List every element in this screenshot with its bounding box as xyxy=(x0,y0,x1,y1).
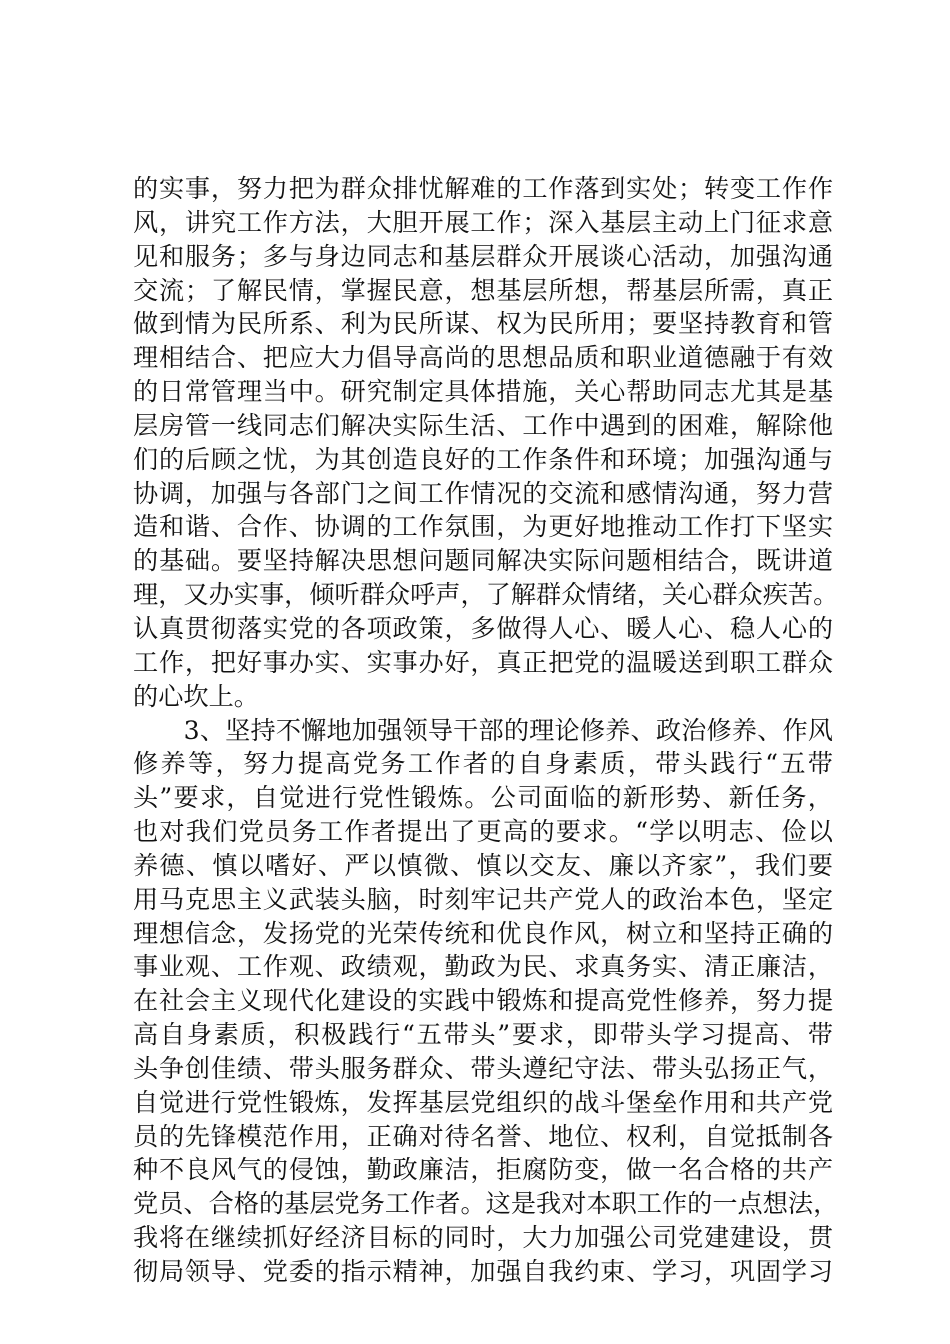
text-line: 层房管一线同志们解决实际生活、工作中遇到的困难，解除他 xyxy=(133,410,833,440)
text-line: 理想信念，发扬党的光荣传统和优良作风，树立和坚持正确的 xyxy=(133,918,833,948)
text-line: 见和服务；多与身边同志和基层群众开展谈心活动，加强沟通 xyxy=(133,241,833,271)
paragraph-2 xyxy=(133,714,839,1289)
text-line: 头”要求，自觉进行党性锻炼。公司面临的新形势、新任务， xyxy=(133,783,833,813)
text-line: 的心坎上。 xyxy=(133,681,259,711)
text-line: 也对我们党员务工作者提出了更高的要求。“学以明志、俭以 xyxy=(133,817,833,847)
text-line: 的实事，努力把为群众排忧解难的工作落到实处；转变工作作 xyxy=(133,174,833,203)
text-line: 自觉进行党性锻炼，发挥基层党组织的战斗堡垒作用和共产党 xyxy=(133,1087,833,1117)
text-line: 事业观、工作观、政绩观，勤政为民、求真务实、清正廉洁， xyxy=(133,952,833,982)
text-line: 认真贯彻落实党的各项政策，多做得人心、暖人心、稳人心的 xyxy=(133,613,833,643)
paragraph-1 xyxy=(133,172,839,714)
text-line: 交流；了解民情，掌握民意，想基层所想，帮基层所需，真正 xyxy=(133,275,833,305)
text-line: 造和谐、合作、协调的工作氛围，为更好地推动工作打下坚实 xyxy=(133,512,833,542)
text-line: 风，讲究工作方法，大胆开展工作；深入基层主动上门征求意 xyxy=(133,207,833,237)
text-line: 协调，加强与各部门之间工作情况的交流和感情沟通，努力营 xyxy=(133,478,833,508)
text-line: 3、坚持不懈地加强领导干部的理论修养、政治修养、作风 xyxy=(133,715,833,745)
text-line: 彻局领导、党委的指示精神，加强自我约束、学习，巩固学习 xyxy=(133,1257,833,1286)
text-line: 头争创佳绩、带头服务群众、带头遵纪守法、带头弘扬正气， xyxy=(133,1053,833,1083)
document-body xyxy=(133,172,839,1289)
text-line: 员的先锋模范作用，正确对待名誉、地位、权利，自觉抵制各 xyxy=(133,1121,833,1151)
text-line: 理，又办实事，倾听群众呼声，了解群众情绪，关心群众疾苦。 xyxy=(133,580,839,610)
text-line: 修养等，努力提高党务工作者的自身素质，带头践行“五带 xyxy=(133,749,833,779)
text-line: 党员、合格的基层党务工作者。这是我对本职工作的一点想法， xyxy=(133,1189,839,1219)
text-line: 工作，把好事办实、实事办好，真正把党的温暖送到职工群众 xyxy=(133,647,833,677)
text-line: 理相结合、把应大力倡导高尚的思想品质和职业道德融于有效 xyxy=(133,343,833,373)
text-line: 们的后顾之忧，为其创造良好的工作条件和环境；加强沟通与 xyxy=(133,444,833,474)
text-line: 在社会主义现代化建设的实践中锻炼和提高党性修养，努力提 xyxy=(133,986,833,1016)
text-line: 的基础。要坚持解决思想问题同解决实际问题相结合，既讲道 xyxy=(133,546,833,576)
text-line: 养德、慎以嗜好、严以慎微、慎以交友、廉以齐家”，我们要 xyxy=(133,850,833,880)
text-line: 高自身素质，积极践行“五带头”要求，即带头学习提高、带 xyxy=(133,1020,833,1050)
text-line: 做到情为民所系、利为民所谋、权为民所用；要坚持教育和管 xyxy=(133,309,833,339)
text-line: 用马克思主义武装头脑，时刻牢记共产党人的政治本色，坚定 xyxy=(133,884,833,914)
text-line: 我将在继续抓好经济目标的同时，大力加强公司党建建设，贯 xyxy=(133,1223,833,1253)
text-line: 的日常管理当中。研究制定具体措施，关心帮助同志尤其是基 xyxy=(133,377,833,407)
text-line: 种不良风气的侵蚀，勤政廉洁，拒腐防变，做一名合格的共产 xyxy=(133,1155,833,1185)
